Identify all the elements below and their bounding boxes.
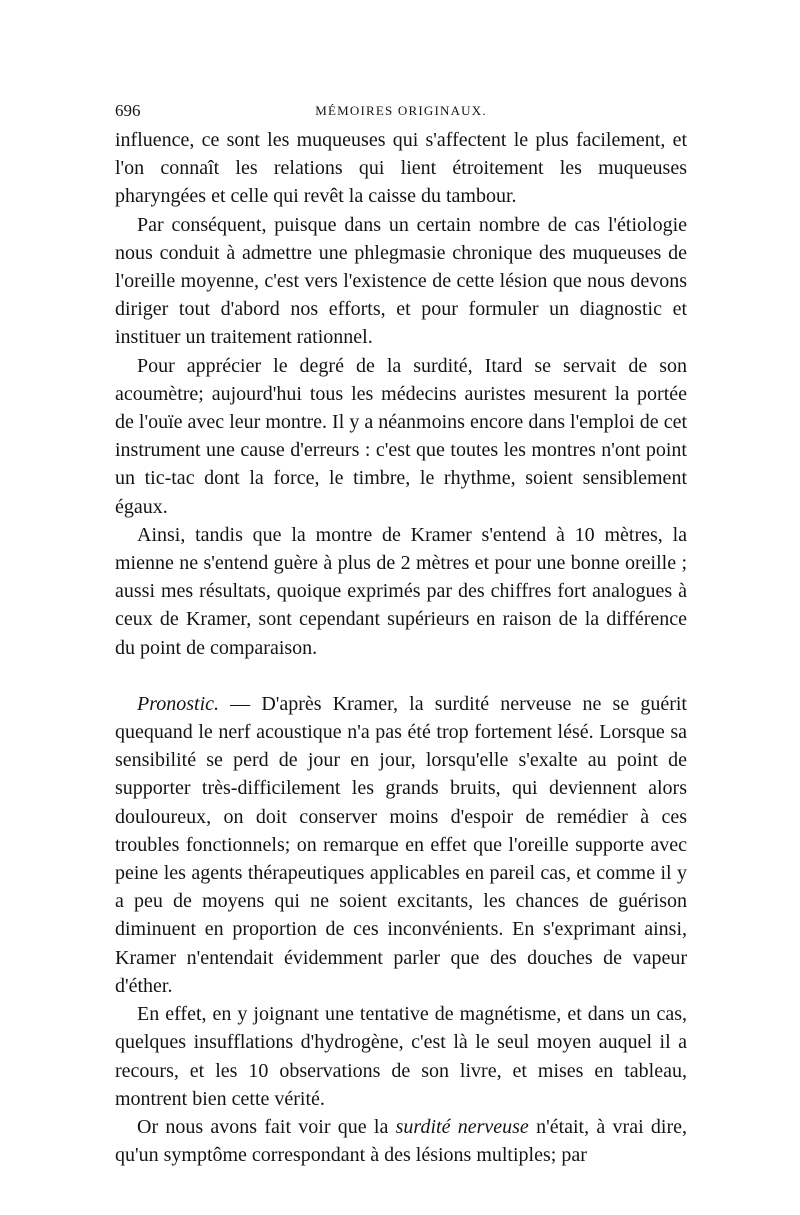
running-title: MÉMOIRES ORIGINAUX. <box>315 103 487 118</box>
paragraph: Par conséquent, puisque dans un certain nombre de cas l'étiologie nous conduit à admettre une phlegmasie chronique des muqueuses de l'oreille moyenne, c'est vers l'existence de cette lésion que nous devons diriger tout d'abord nos efforts, et pour formuler un diagnostic et instituer un traitement rationnel. <box>115 213 687 349</box>
paragraph: Ainsi, tandis que la montre de Kramer s'entend à 10 mètres, la mienne ne s'entend guère à plus de 2 mètres et pour une bonne oreille ; aussi mes résultats, quoique exprimés par des chiffres fort analogues à ceux de Kramer, sont cependant supérieurs en raison de la différence du point de comparaison. <box>115 523 687 659</box>
paragraph-text: — D'après Kramer, la surdité nerveuse ne se guérit quequand le nerf acoustique n'a pas été trop fortement lésé. Lorsque sa sensibilité se perd de jour en jour, lorsqu'elle s'exalte au point de supporter très-difficilement les grands bruits, qui deviennent alors douloureux, on doit conserver moins d'espoir de remédier à ces troubles fonctionnels; on remarque en effet que l'oreille supporte avec peine les agents thérapeutiques applicables en pareil cas, et comme il y a peu de moyens qui ne soient excitants, les chances de guérison diminuent en proportion de ces inconvénients. En s'exprimant ainsi, Kramer n'entendait évidemment parler que des douches de vapeur d'éther. <box>115 692 687 997</box>
paragraph-text-start: Or nous avons fait voir que la <box>137 1115 396 1138</box>
paragraph-text-end: n'était, à vrai dire, qu'un symptôme correspondant à des lésions multiples; par <box>115 1115 687 1167</box>
body-text <box>115 126 687 1169</box>
paragraph: influence, ce sont les muqueuses qui s'affectent le plus facilement, et l'on connaît les relations qui lient étroitement les muqueuses pharyngées et celle qui revêt la caisse du tambour. <box>115 129 687 208</box>
prognosis-paragraph <box>115 690 687 1000</box>
emphasized-term: surdité nerveuse <box>395 1115 529 1138</box>
page-header <box>115 101 687 125</box>
page-number: 696 <box>115 101 141 120</box>
section-heading: Pronostic. <box>137 692 220 715</box>
paragraph: Pour apprécier le degré de la surdité, Itard se servait de son acoumètre; aujourd'hui tous les médecins auristes mesurent la portée de l'ouïe avec leur montre. Il y a néanmoins encore dans l'emploi de cet instrument une cause d'erreurs : c'est que toutes les montres n'ont point un tic-tac dont la force, le timbre, le rhythme, soient sensiblement égaux. <box>115 354 687 518</box>
final-paragraph <box>115 1113 687 1169</box>
paragraph: En effet, en y joignant une tentative de magnétisme, et dans un cas, quelques insufflations d'hydrogène, c'est là le seul moyen auquel il a recours, et les 10 observations de son livre, et mises en tableau, montrent bien cette vérité. <box>115 1003 687 1110</box>
